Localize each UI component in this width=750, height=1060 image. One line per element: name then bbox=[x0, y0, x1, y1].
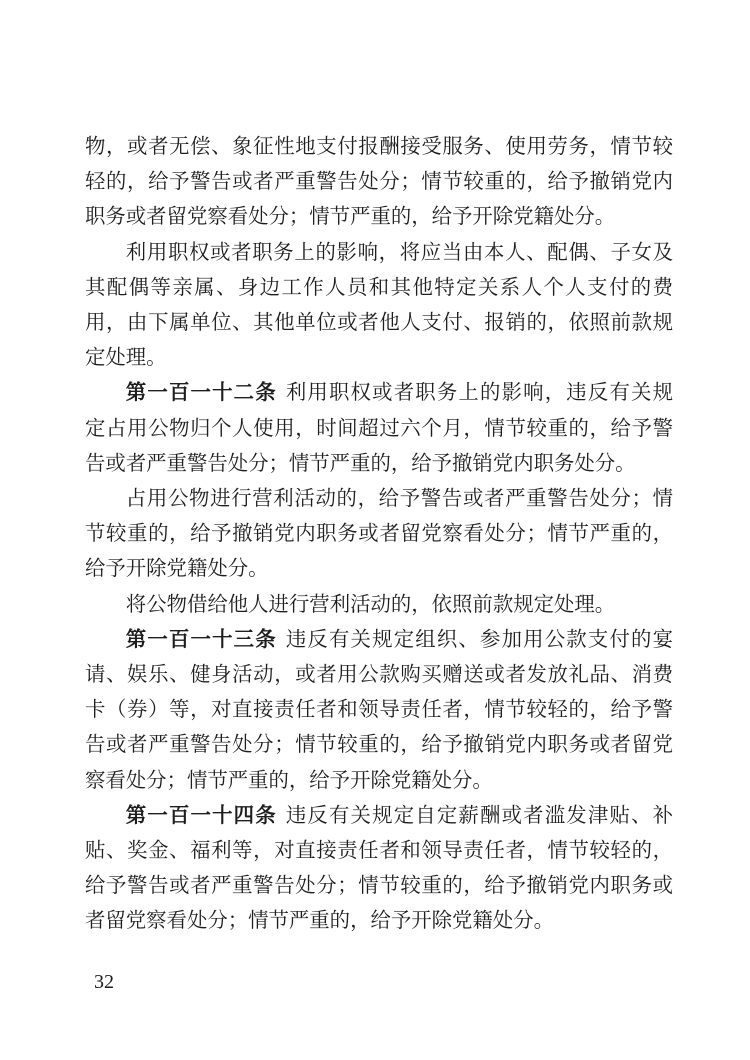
page-number: 32 bbox=[94, 971, 114, 993]
text-line: 用，由下属单位、其他单位或者他人支付、报销的，依照前款规 bbox=[85, 312, 673, 335]
text-line: 利用职权或者职务上的影响，将应当由本人、配偶、子女及 bbox=[125, 241, 673, 264]
document-text-block bbox=[85, 130, 673, 940]
text-line: 节较重的，给予撤销党内职务或者留党察看处分；情节严重的， bbox=[85, 523, 673, 546]
article-number: 第一百一十三条 bbox=[125, 628, 277, 651]
paragraph-article-113 bbox=[85, 623, 673, 799]
text-line: 轻的，给予警告或者严重警告处分；情节较重的，给予撤销党内 bbox=[85, 171, 673, 194]
text-line: 职务或者留党察看处分；情节严重的，给予开除党籍处分。 bbox=[85, 206, 616, 229]
paragraph bbox=[85, 588, 673, 623]
text-line: 请、娱乐、健身活动，或者用公款购买赠送或者发放礼品、消费 bbox=[85, 664, 673, 687]
article-text: 违反有关规定自定薪酬或者滥发津贴、补 bbox=[285, 804, 674, 827]
paragraph bbox=[85, 236, 673, 377]
text-line: 察看处分；情节严重的，给予开除党籍处分。 bbox=[85, 769, 493, 792]
text-line: 定处理。 bbox=[85, 347, 167, 370]
text-line: 定占用公物归个人使用，时间超过六个月，情节较重的，给予警 bbox=[85, 417, 673, 440]
text-line: 其配偶等亲属、身边工作人员和其他特定关系人个人支付的费 bbox=[85, 276, 673, 299]
paragraph bbox=[85, 482, 673, 588]
text-line: 者留党察看处分；情节严重的，给予开除党籍处分。 bbox=[85, 910, 554, 933]
text-line bbox=[85, 623, 673, 658]
text-line: 贴、奖金、福利等，对直接责任者和领导责任者，情节较轻的， bbox=[85, 840, 673, 863]
article-text: 利用职权或者职务上的影响，违反有关规 bbox=[285, 382, 674, 405]
article-number: 第一百一十四条 bbox=[125, 804, 277, 827]
article-number: 第一百一十二条 bbox=[125, 382, 277, 405]
paragraph-article-112 bbox=[85, 376, 673, 482]
paragraph bbox=[85, 130, 673, 236]
text-line: 给予开除党籍处分。 bbox=[85, 558, 269, 581]
text-line: 告或者严重警告处分；情节较重的，给予撤销党内职务或者留党 bbox=[85, 734, 673, 757]
text-line: 将公物借给他人进行营利活动的，依照前款规定处理。 bbox=[125, 593, 616, 616]
text-line bbox=[85, 376, 673, 411]
text-line: 给予警告或者严重警告处分；情节较重的，给予撤销党内职务或 bbox=[85, 875, 673, 898]
article-text: 违反有关规定组织、参加用公款支付的宴 bbox=[285, 628, 674, 651]
paragraph-article-114 bbox=[85, 799, 673, 940]
text-line: 告或者严重警告处分；情节严重的，给予撤销党内职务处分。 bbox=[85, 452, 636, 475]
text-line: 物，或者无偿、象征性地支付报酬接受服务、使用劳务，情节较 bbox=[85, 136, 673, 158]
text-line: 占用公物进行营利活动的，给予警告或者严重警告处分；情 bbox=[125, 488, 673, 511]
text-line: 卡（券）等，对直接责任者和领导责任者，情节较轻的，给予警 bbox=[85, 699, 673, 722]
text-line bbox=[85, 799, 673, 834]
